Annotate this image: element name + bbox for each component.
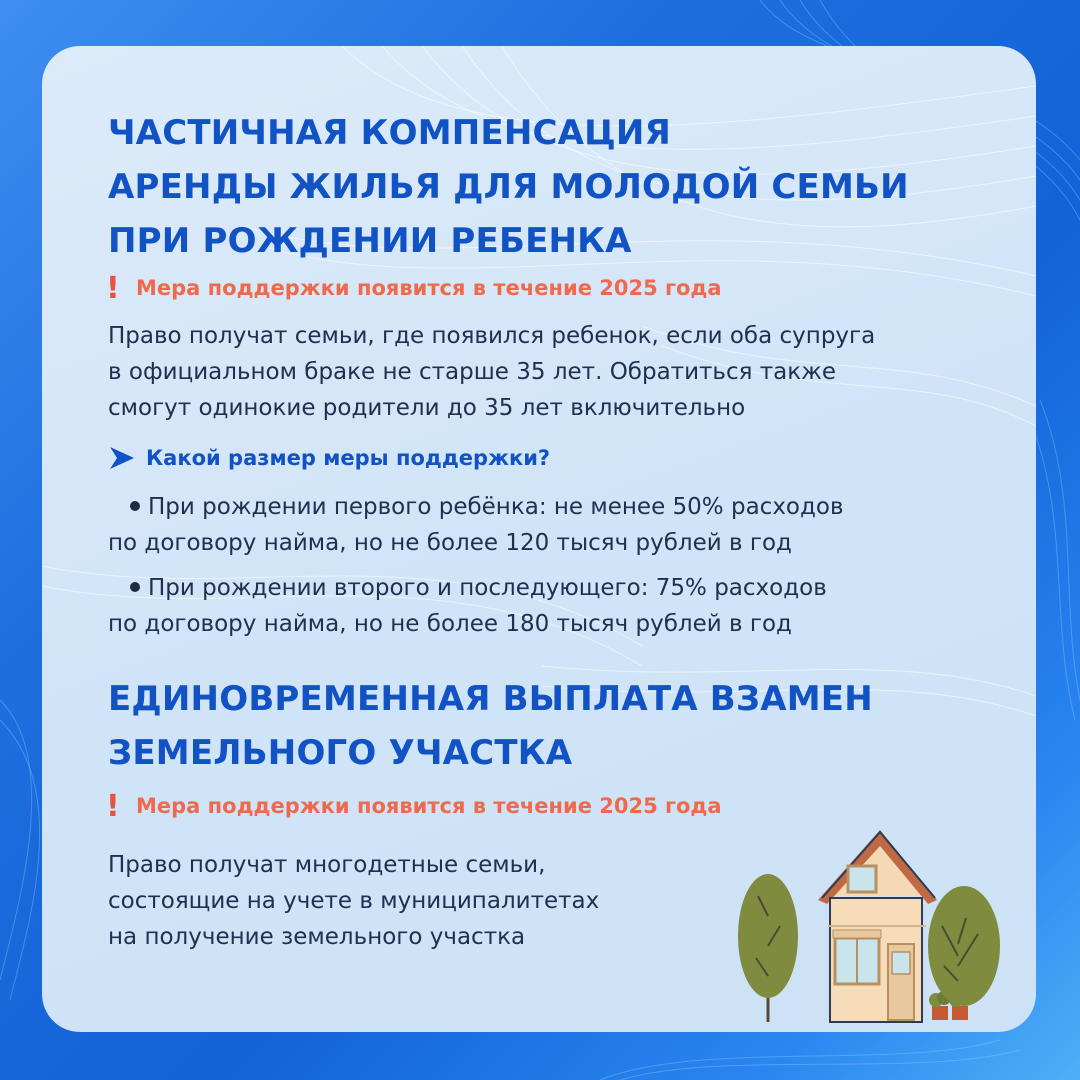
bullet1-line2: по договору найма, но не более 120 тысяч рублей в год	[108, 530, 792, 556]
arrow-right-icon	[106, 444, 140, 472]
exclamation-icon: !	[106, 788, 120, 824]
section1-notice	[106, 272, 722, 304]
right-tree-icon	[928, 886, 1000, 1006]
section1-title-line3: ПРИ РОЖДЕНИИ РЕБЕНКА	[108, 221, 632, 261]
support-size-question-text: Какой размер меры поддержки?	[146, 446, 551, 470]
section2-notice-text: Мера поддержки появится в течение 2025 года	[136, 794, 722, 818]
info-card	[42, 46, 1036, 1032]
bullet2-line2: по договору найма, но не более 180 тысяч рублей в год	[108, 611, 792, 637]
section1-para-line2: в официальном браке не старше 35 лет. Обратиться также	[108, 359, 837, 385]
bullet-dot-icon	[130, 501, 140, 511]
section2-para-line3: на получение земельного участка	[108, 924, 526, 950]
house-icon	[818, 830, 937, 1022]
left-tree-icon	[738, 874, 798, 1022]
bullet-dot-icon	[130, 582, 140, 592]
list-item	[108, 570, 1008, 642]
section1-para-line3: смогут одинокие родители до 35 лет включительно	[108, 395, 746, 421]
list-item	[108, 489, 1008, 561]
section2-title-line1: ЕДИНОВРЕМЕННАЯ ВЫПЛАТА ВЗАМЕН	[108, 679, 873, 719]
bullet1-line1: При рождении первого ребёнка: не менее 50% расходов	[148, 494, 844, 520]
section1-para-line1: Право получат семьи, где появился ребенок, если оба супруга	[108, 323, 876, 349]
section2-title-line2: ЗЕМЕЛЬНОГО УЧАСТКА	[108, 733, 573, 773]
section2-para-line1: Право получат многодетные семьи,	[108, 852, 546, 878]
section2-title	[108, 672, 873, 780]
section1-notice-text: Мера поддержки появится в течение 2025 года	[136, 276, 722, 300]
support-size-question	[106, 442, 550, 474]
section1-title-line1: ЧАСТИЧНАЯ КОМПЕНСАЦИЯ	[108, 113, 671, 153]
bullet2-line1: При рождении второго и последующего: 75% расходов	[148, 575, 827, 601]
section1-description	[108, 318, 1008, 426]
section2-description	[108, 847, 708, 955]
section2-notice	[106, 790, 722, 822]
section1-title	[108, 106, 909, 268]
section1-title-line2: АРЕНДЫ ЖИЛЬЯ ДЛЯ МОЛОДОЙ СЕМЬИ	[108, 167, 909, 207]
house-with-trees-illustration	[730, 826, 1000, 1026]
section2-para-line2: состоящие на учете в муниципалитетах	[108, 888, 600, 914]
exclamation-icon: !	[106, 270, 120, 306]
